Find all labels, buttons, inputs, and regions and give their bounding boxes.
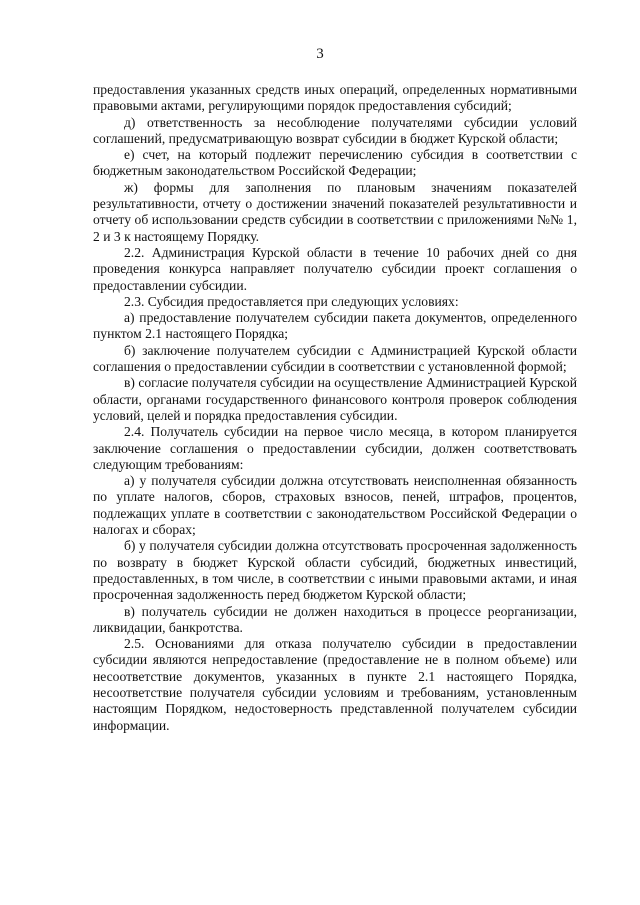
document-body <box>93 82 577 734</box>
paragraph-item-e-account: е) счет, на который подлежит перечислению субсидия в соответствии с бюджетным законодательством Российской Федерации; <box>93 147 577 179</box>
paragraph-2-2: 2.2. Администрация Курской области в течение 10 рабочих дней со дня проведения конкурса направляет получателю субсидии проект соглашения о предоставлении субсидии. <box>93 244 577 293</box>
paragraph-2-4-b: б) у получателя субсидии должна отсутствовать просроченная задолженность по возврату в бюджет Курской области субсидий, бюджетных инвестиций, предоставленных, в том числе, в соответствии с иными правовыми актами, и иная просроченная задолженность перед бюджетом Курской области; <box>93 538 577 603</box>
paragraph-2-4: 2.4. Получатель субсидии на первое число месяца, в котором планируется заключение соглашения о предоставлении субсидии, должен соответствовать следующим требованиям: <box>93 424 577 472</box>
page-number: 3 <box>316 46 324 62</box>
paragraph-2-3: 2.3. Субсидия предоставляется при следующих условиях: <box>124 293 459 309</box>
paragraph-item-d-liability: д) ответственность за несоблюдение получателями субсидии условий соглашений, предусматривающую возврат субсидии в бюджет Курской области; <box>93 114 577 146</box>
paragraph-2-4-a: а) у получателя субсидии должна отсутствовать неисполненная обязанность по уплате налогов, сборов, страховых взносов, пеней, штрафов, процентов, подлежащих уплате в соответствии с законодательством Российской Федерации о налогах и сборах; <box>93 473 577 538</box>
paragraph-2-3-b: б) заключение получателем субсидии с Администрацией Курской области соглашения о предоставлении субсидии в соответствии с установленной формой; <box>93 342 577 375</box>
paragraph-2-4-v: в) получатель субсидии не должен находиться в процессе реорганизации, ликвидации, банкротства. <box>93 603 577 635</box>
paragraph-item-zh-forms: ж) формы для заполнения по плановым значениям показателей результативности, отчету о достижении значений показателей результативности и отчету об использовании средств субсидии в соответствии с приложениями №№ 1, 2 и 3 к настоящему Порядку. <box>93 179 577 244</box>
paragraph-2-3-a: а) предоставление получателем субсидии пакета документов, определенного пунктом 2.1 настоящего Порядка; <box>93 310 577 342</box>
paragraph-continuation: предоставления указанных средств иных операций, определенных нормативными правовыми актами, регулирующими порядок предоставления субсидий; <box>93 82 577 114</box>
paragraph-2-5: 2.5. Основаниями для отказа получателю субсидии в предоставлении субсидии являются непредоставление (предоставление не в полном объеме) или несоответствие документов, указанных в пункте 2.1 настоящего Порядка, несоответствие получателя субсидии условиям и требованиям, установленным настоящим Порядком, недостоверность представленной получателем субсидии информации. <box>93 636 577 733</box>
paragraph-2-3-v: в) согласие получателя субсидии на осуществление Администрацией Курской области, органами государственного финансового контроля проверок соблюдения условий, целей и порядка предоставления субсидии. <box>93 375 577 423</box>
